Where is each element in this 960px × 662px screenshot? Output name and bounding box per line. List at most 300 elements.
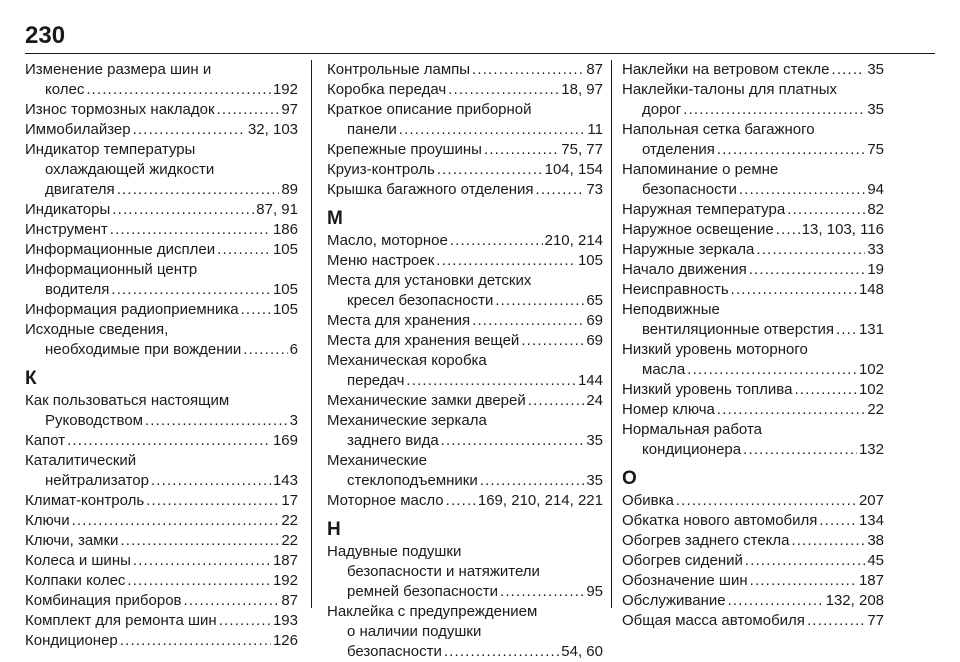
index-entry <box>622 80 884 120</box>
index-entry-line <box>622 440 884 460</box>
page-reference: 131 <box>858 321 884 338</box>
index-entry <box>622 611 884 631</box>
dot-leader <box>794 380 857 400</box>
index-columns <box>0 60 960 660</box>
index-entry-line <box>622 380 884 400</box>
index-term-text: Неподвижные <box>622 301 720 318</box>
index-entry-line <box>327 351 603 371</box>
page-reference: 35 <box>586 432 603 449</box>
index-entry <box>622 300 884 340</box>
index-entry-line <box>25 631 298 651</box>
index-term-text: Обогрев сидений <box>622 552 743 569</box>
index-entry <box>25 140 298 200</box>
index-entry-line <box>622 240 884 260</box>
index-term-text: Ключи <box>25 512 70 529</box>
index-term-text: Краткое описание приборной <box>327 101 532 118</box>
index-term-text: Климат-контроль <box>25 492 145 509</box>
index-entry-line <box>327 582 603 602</box>
index-entry <box>25 100 298 120</box>
index-entry-line <box>622 420 884 440</box>
index-term-text: заднего вида <box>347 432 439 449</box>
index-entry-line <box>327 431 603 451</box>
index-term-text: Индикаторы <box>25 201 111 218</box>
page-reference: 18, 97 <box>561 81 603 98</box>
index-entry <box>327 251 603 271</box>
index-entry-line <box>25 320 298 340</box>
index-term-text: передач <box>347 372 405 389</box>
page-reference: 134 <box>858 512 884 529</box>
dot-leader <box>146 491 279 511</box>
index-term-text: Кондиционер <box>25 632 118 649</box>
index-entry <box>327 160 603 180</box>
index-entry-line <box>327 231 603 251</box>
index-entry-line <box>622 280 884 300</box>
index-term-text: панели <box>347 121 397 138</box>
dot-leader <box>776 220 800 240</box>
index-entry-line <box>25 571 298 591</box>
dot-leader <box>111 280 271 300</box>
index-entry <box>25 431 298 451</box>
page-reference: 32, 103 <box>247 121 298 138</box>
index-entry-line <box>622 531 884 551</box>
index-entry <box>327 180 603 200</box>
page-reference: 97 <box>281 101 298 118</box>
index-term-text: Изменение размера шин и <box>25 61 212 78</box>
index-term-text: Наружные зеркала <box>622 241 755 258</box>
index-entry <box>327 451 603 491</box>
dot-leader <box>110 220 271 240</box>
index-entry-line <box>327 391 603 411</box>
page-reference: 73 <box>586 181 603 198</box>
dot-leader <box>472 311 584 331</box>
index-term-text: дорог <box>642 101 682 118</box>
page-reference: 105 <box>577 252 603 269</box>
index-entry-line <box>327 271 603 291</box>
index-entry-line <box>25 100 298 120</box>
index-term-text: Низкий уровень моторного <box>622 341 808 358</box>
index-entry-line <box>25 180 298 200</box>
dot-leader <box>787 200 865 220</box>
dot-leader <box>243 340 287 360</box>
page-reference: 207 <box>858 492 884 509</box>
index-entry <box>327 140 603 160</box>
page-reference: 126 <box>272 632 298 649</box>
index-entry-line <box>327 100 603 120</box>
page-reference: 192 <box>272 81 298 98</box>
index-entry-line <box>622 340 884 360</box>
index-entry <box>25 391 298 431</box>
dot-leader <box>500 582 584 602</box>
index-entry <box>25 511 298 531</box>
index-entry-line <box>327 471 603 491</box>
index-entry <box>25 200 298 220</box>
index-entry <box>622 420 884 460</box>
dot-leader <box>133 120 246 140</box>
index-entry-line <box>327 140 603 160</box>
dot-leader <box>536 180 585 200</box>
index-entry-line <box>327 331 603 351</box>
index-entry-line <box>622 160 884 180</box>
dot-leader <box>717 140 865 160</box>
page-reference: 186 <box>272 221 298 238</box>
index-entry-line <box>327 311 603 331</box>
index-entry-line <box>622 260 884 280</box>
page-reference: 104, 154 <box>544 161 603 178</box>
dot-leader <box>687 360 857 380</box>
dot-leader <box>127 571 271 591</box>
page-reference: 19 <box>867 261 884 278</box>
index-term-text: Нормальная работа <box>622 421 762 438</box>
index-entry <box>25 451 298 491</box>
dot-leader <box>406 371 576 391</box>
index-entry <box>622 571 884 591</box>
dot-leader <box>120 631 271 651</box>
dot-leader <box>219 611 271 631</box>
index-entry-line <box>327 80 603 100</box>
index-term-text: Капот <box>25 432 66 449</box>
page-reference: 95 <box>586 583 603 600</box>
index-term-text: Крышка багажного отделения <box>327 181 534 198</box>
index-entry-line <box>327 251 603 271</box>
index-entry <box>327 60 603 80</box>
index-term-text: Каталитический <box>25 452 137 469</box>
index-term-text: о наличии подушки <box>347 623 482 640</box>
page-reference: 22 <box>867 401 884 418</box>
page-number: 230 <box>25 22 66 49</box>
index-term-text: Крепежные проушины <box>327 141 482 158</box>
index-entry <box>327 311 603 331</box>
index-entry <box>622 511 884 531</box>
index-term-text: Комплект для ремонта шин <box>25 612 217 629</box>
index-term-text: Моторное масло <box>327 492 444 509</box>
index-entry <box>327 231 603 251</box>
dot-leader <box>472 60 584 80</box>
dot-leader <box>72 511 280 531</box>
page-reference: 22 <box>281 512 298 529</box>
index-entry-line <box>25 551 298 571</box>
index-entry-line <box>622 511 884 531</box>
page-reference: 17 <box>281 492 298 509</box>
index-term-text: Наклейки на ветровом стекле <box>622 61 830 78</box>
dot-leader <box>807 611 865 631</box>
page-reference: 102 <box>858 381 884 398</box>
page-reference: 105 <box>272 241 298 258</box>
index-term-text: Как пользоваться настоящим <box>25 392 230 409</box>
index-entry <box>327 331 603 351</box>
index-entry <box>327 411 603 451</box>
index-term-text: Надувные подушки <box>327 543 462 560</box>
index-entry-line <box>25 340 298 360</box>
index-entry <box>622 380 884 400</box>
page-reference: 192 <box>272 572 298 589</box>
index-entry-line <box>327 180 603 200</box>
dot-leader <box>731 280 857 300</box>
dot-leader <box>217 100 280 120</box>
dot-leader <box>739 180 865 200</box>
index-entry <box>25 611 298 631</box>
index-letter-heading: К <box>25 368 37 389</box>
index-term-text: Колпаки колес <box>25 572 126 589</box>
page-reference: 3 <box>289 412 298 429</box>
index-term-text: Масло, моторное <box>327 232 448 249</box>
page-reference: 105 <box>272 301 298 318</box>
page-reference: 11 <box>587 121 603 138</box>
page-reference: 45 <box>867 552 884 569</box>
index-term-text: Напольная сетка багажного <box>622 121 815 138</box>
dot-leader <box>450 231 543 251</box>
index-term-text: Коробка передач <box>327 81 447 98</box>
index-entry <box>25 220 298 240</box>
index-entry <box>622 531 884 551</box>
index-term-text: Контрольные лампы <box>327 61 471 78</box>
page-reference: 132 <box>858 441 884 458</box>
page-reference: 94 <box>867 181 884 198</box>
index-term-text: Номер ключа <box>622 401 715 418</box>
index-entry-line <box>25 160 298 180</box>
index-entry-line <box>25 260 298 280</box>
page-reference: 102 <box>858 361 884 378</box>
page-reference: 187 <box>272 552 298 569</box>
index-entry <box>327 391 603 411</box>
dot-leader <box>743 440 857 460</box>
page-reference: 144 <box>577 372 603 389</box>
index-entry <box>622 220 884 240</box>
dot-leader <box>728 591 824 611</box>
page-reference: 69 <box>586 332 603 349</box>
page-reference: 89 <box>281 181 298 198</box>
dot-leader <box>67 431 271 451</box>
page-reference: 148 <box>858 281 884 298</box>
index-entry <box>25 491 298 511</box>
index-term-text: кресел безопасности <box>347 292 494 309</box>
index-term-text: Наклейка с предупреждением <box>327 603 538 620</box>
page-reference: 75 <box>867 141 884 158</box>
index-entry <box>25 631 298 651</box>
index-entry-line <box>622 360 884 380</box>
page-reference: 35 <box>586 472 603 489</box>
index-term-text: Места для установки детских <box>327 272 532 289</box>
header-rule <box>25 53 935 54</box>
dot-leader <box>683 100 865 120</box>
dot-leader <box>792 531 866 551</box>
page-reference: 22 <box>281 532 298 549</box>
index-term-text: Низкий уровень топлива <box>622 381 793 398</box>
index-term-text: безопасности и натяжители <box>347 563 540 580</box>
index-term-text: Неисправность <box>622 281 729 298</box>
dot-leader <box>145 411 288 431</box>
page-reference: 193 <box>272 612 298 629</box>
index-entry-line <box>622 491 884 511</box>
index-entry-line <box>25 60 298 80</box>
index-term-text: Начало движения <box>622 261 747 278</box>
index-term-text: Круиз-контроль <box>327 161 435 178</box>
index-term-text: Места для хранения <box>327 312 471 329</box>
index-entry <box>622 340 884 380</box>
index-entry-line <box>25 200 298 220</box>
index-term-text: Комбинация приборов <box>25 592 182 609</box>
dot-leader <box>756 240 865 260</box>
index-term-text: Обкатка нового автомобиля <box>622 512 818 529</box>
index-entry-line <box>622 200 884 220</box>
index-entry <box>622 120 884 160</box>
index-entry <box>622 491 884 511</box>
dot-leader <box>117 180 280 200</box>
index-entry <box>622 240 884 260</box>
index-entry-line <box>25 140 298 160</box>
index-entry-line <box>622 320 884 340</box>
index-term-text: Руководством <box>45 412 143 429</box>
index-entry <box>327 100 603 140</box>
page-reference: 132, 208 <box>825 592 884 609</box>
index-entry-line <box>327 602 603 622</box>
dot-leader <box>749 260 866 280</box>
index-term-text: Иммобилайзер <box>25 121 131 138</box>
index-entry-line <box>25 451 298 471</box>
index-entry <box>25 60 298 100</box>
index-term-text: Обозначение шин <box>622 572 748 589</box>
dot-leader <box>112 200 254 220</box>
index-term-text: Информационный центр <box>25 261 198 278</box>
dot-leader <box>495 291 584 311</box>
dot-leader <box>521 331 584 351</box>
index-term-text: Механическая коробка <box>327 352 487 369</box>
page-reference: 169, 210, 214, 221 <box>477 492 603 509</box>
index-entry-line <box>622 611 884 631</box>
index-term-text: стеклоподъемники <box>347 472 478 489</box>
page-reference: 75, 77 <box>561 141 603 158</box>
index-entry <box>25 120 298 140</box>
index-term-text: нейтрализатор <box>45 472 149 489</box>
page-reference: 77 <box>867 612 884 629</box>
index-term-text: Ключи, замки <box>25 532 119 549</box>
index-term-text: ремней безопасности <box>347 583 498 600</box>
index-entry-line <box>25 220 298 240</box>
index-entry-line <box>25 591 298 611</box>
dot-leader <box>676 491 857 511</box>
dot-leader <box>446 491 476 511</box>
page-reference: 24 <box>586 392 603 409</box>
index-entry-line <box>25 391 298 411</box>
index-term-text: кондиционера <box>642 441 742 458</box>
index-entry-line <box>622 300 884 320</box>
index-entry-line <box>327 562 603 582</box>
dot-leader <box>441 431 585 451</box>
index-entry <box>25 240 298 260</box>
index-entry-line <box>25 120 298 140</box>
index-entry-line <box>25 491 298 511</box>
index-entry-line <box>25 511 298 531</box>
page-reference: 169 <box>272 432 298 449</box>
dot-leader <box>819 511 857 531</box>
index-term-text: Механические замки дверей <box>327 392 526 409</box>
index-term-text: масла <box>642 361 686 378</box>
index-entry-line <box>622 80 884 100</box>
index-entry <box>25 531 298 551</box>
page-reference: 54, 60 <box>561 643 603 660</box>
index-entry <box>327 351 603 391</box>
dot-leader <box>745 551 865 571</box>
index-entry-line <box>622 140 884 160</box>
index-term-text: Меню настроек <box>327 252 435 269</box>
index-entry-line <box>327 371 603 391</box>
index-term-text: Обслуживание <box>622 592 726 609</box>
page-reference: 33 <box>867 241 884 258</box>
dot-leader <box>217 240 271 260</box>
index-entry-line <box>622 100 884 120</box>
index-entry-line <box>327 291 603 311</box>
page-reference: 35 <box>867 101 884 118</box>
index-entry <box>622 260 884 280</box>
index-term-text: Механические зеркала <box>327 412 487 429</box>
index-entry <box>25 571 298 591</box>
index-column-2 <box>327 60 603 662</box>
index-entry-line <box>327 120 603 140</box>
index-entry-line <box>25 431 298 451</box>
index-entry <box>327 542 603 602</box>
index-entry-line <box>622 400 884 420</box>
dot-leader <box>831 60 865 80</box>
dot-leader <box>436 251 576 271</box>
index-term-text: безопасности <box>642 181 737 198</box>
index-entry <box>25 591 298 611</box>
index-term-text: Информация радиоприемника <box>25 301 239 318</box>
index-entry-line <box>622 60 884 80</box>
index-term-text: Обивка <box>622 492 674 509</box>
index-entry <box>622 200 884 220</box>
page-reference: 87, 91 <box>256 201 298 218</box>
dot-leader <box>151 471 271 491</box>
index-entry-line <box>622 551 884 571</box>
index-entry <box>327 80 603 100</box>
page-reference: 82 <box>867 201 884 218</box>
index-entry <box>327 271 603 311</box>
index-entry <box>622 551 884 571</box>
page-reference: 105 <box>272 281 298 298</box>
index-entry-line <box>622 591 884 611</box>
index-term-text: Механические <box>327 452 427 469</box>
index-term-text: охлаждающей жидкости <box>45 161 215 178</box>
dot-leader <box>480 471 585 491</box>
index-entry-line <box>25 80 298 100</box>
index-entry-line <box>622 120 884 140</box>
page-reference: 210, 214 <box>544 232 603 249</box>
index-entry <box>25 320 298 360</box>
index-entry-line <box>25 611 298 631</box>
index-term-text: вентиляционные отверстия <box>642 321 834 338</box>
index-entry-line <box>25 300 298 320</box>
index-entry-line <box>622 180 884 200</box>
page-reference: 65 <box>586 292 603 309</box>
dot-leader <box>184 591 280 611</box>
index-term-text: безопасности <box>347 643 442 660</box>
page-reference: 38 <box>867 532 884 549</box>
page-reference: 87 <box>586 61 603 78</box>
dot-leader <box>528 391 585 411</box>
index-term-text: Информационные дисплеи <box>25 241 216 258</box>
index-term-text: Наружная температура <box>622 201 786 218</box>
index-term-text: Исходные сведения, <box>25 321 169 338</box>
index-term-text: Индикатор температуры <box>25 141 196 158</box>
index-column-3 <box>622 60 884 631</box>
page-reference: 35 <box>867 61 884 78</box>
dot-leader <box>444 642 559 662</box>
page-reference: 143 <box>272 472 298 489</box>
index-entry <box>25 551 298 571</box>
index-term-text: Наружное освещение <box>622 221 774 238</box>
index-entry-line <box>25 240 298 260</box>
index-letter-heading: Н <box>327 519 341 540</box>
index-entry <box>327 602 603 662</box>
